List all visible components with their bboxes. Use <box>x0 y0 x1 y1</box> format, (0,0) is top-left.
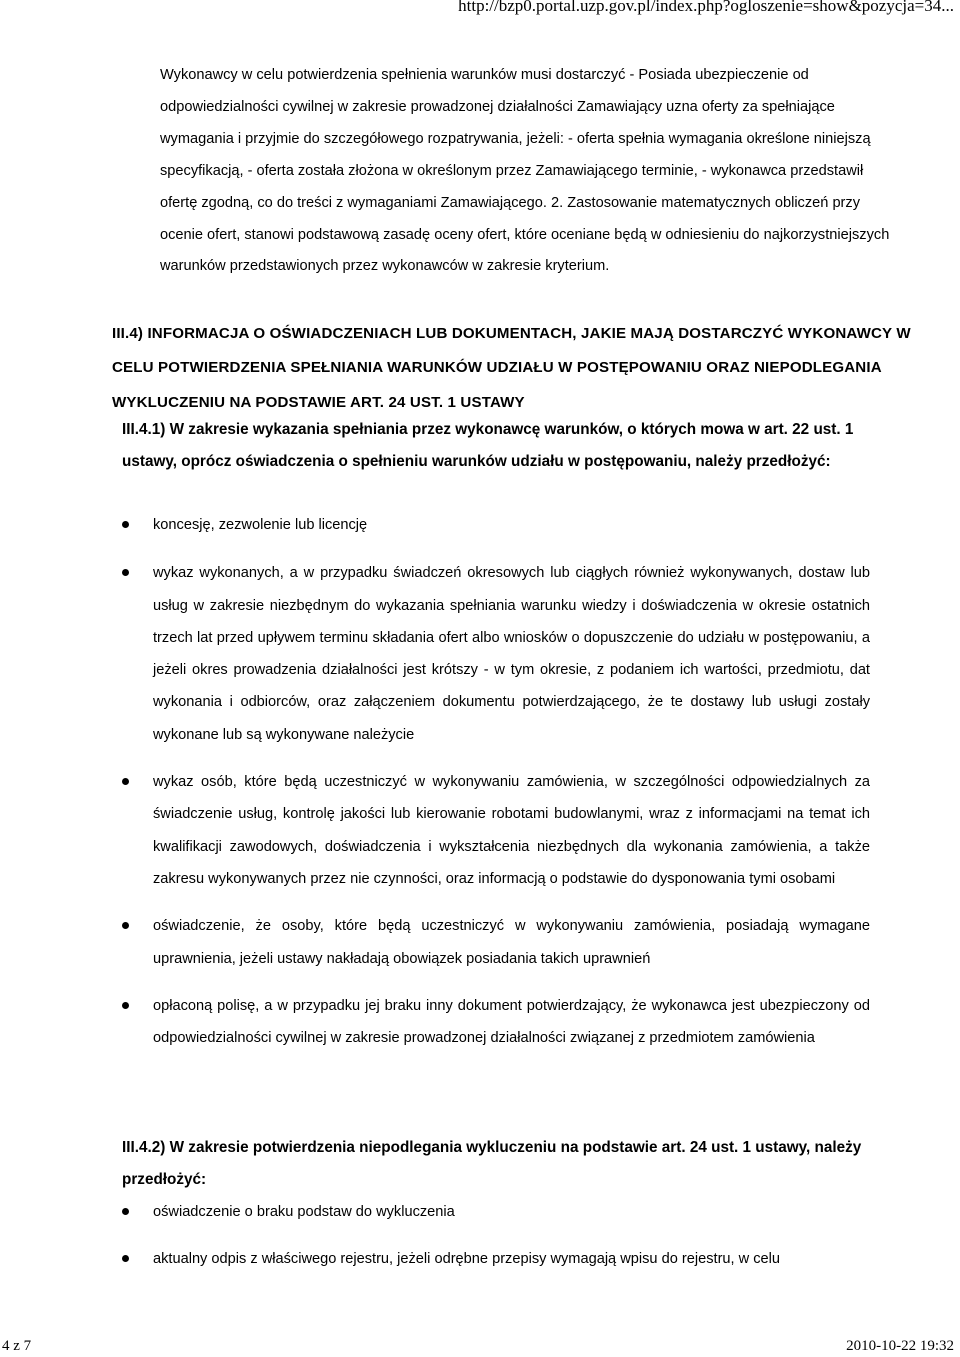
required-documents-list <box>122 509 870 1054</box>
bullet-icon <box>122 569 129 576</box>
exclusion-documents-list <box>122 1196 870 1276</box>
subsection-heading-2: III.4.2) W zakresie potwierdzenia niepodlegania wykluczeniu na podstawie art. 24 ust. 1 ustawy, należy przedłożyć: <box>122 1139 862 1188</box>
list-item: wykaz osób, które będą uczestniczyć w wykonywaniu zamówienia, w szczególności odpowiedzialnych za świadczenie usług, kontrolę jakości lub kierowanie robotami budowlanymi, wraz z informacjami na temat ich kwalifikacji zawodowych, doświadczenia i wykształcenia niezbędnych dla wykonania zamówienia, a także zakresu wykonywanych przez nie czynności, oraz informacją o podstawie do dysponowania tymi osobami <box>122 766 870 895</box>
bullet-icon <box>122 1208 129 1215</box>
bullet-icon <box>122 922 129 929</box>
intro-paragraph: Wykonawcy w celu potwierdzenia spełnienia warunków musi dostarczyć - Posiada ubezpieczenie od odpowiedzialności cywilnej w zakresie prowadzonej działalności Zamawiający uzna oferty za spełniające wymagania i przyjmie do szczegółowego rozpatrywania, jeżeli: - oferta spełnia wymagania określone niniejszą specyfikacją, - oferta została złożona w określonym przez Zamawiającego terminie, - wykonawca przedstawił ofertę zgodną, co do treści z wymaganiami Zamawiającego. 2. Zastosowanie matematycznych obliczeń przy ocenie ofert, stanowi podstawową zasadę oceny ofert, które oceniane będą w odniesieniu do najkorzystniejszych warunków przedstawionych przez wykonawców w zakresie kryterium. <box>160 67 890 275</box>
bullet-icon <box>122 778 129 785</box>
bullet-icon <box>122 1255 129 1262</box>
subsection-heading-1: III.4.1) W zakresie wykazania spełniania przez wykonawcę warunków, o których mowa w art. 22 ust. 1 ustawy, oprócz oświadczenia o spełnieniu warunków udziału w postępowaniu, należy przedłożyć: <box>122 421 854 470</box>
list-item: opłaconą polisę, a w przypadku jej braku inny dokument potwierdzający, że wykonawca jest ubezpieczony od odpowiedzialności cywilnej w zakresie prowadzonej działalności związanej z przedmiotem zamówienia <box>122 990 870 1055</box>
list-item: oświadczenie o braku podstaw do wykluczenia <box>122 1196 870 1228</box>
section-heading: III.4) INFORMACJA O OŚWIADCZENIACH LUB DOKUMENTACH, JAKIE MAJĄ DOSTARCZYĆ WYKONAWCY W CELU POTWIERDZENIA SPEŁNIANIA WARUNKÓW UDZIAŁU W POSTĘPOWANIU ORAZ NIEPODLEGANIA WYKLUCZENIU NA PODSTAWIE ART. 24 UST. 1 USTAWY <box>112 325 911 411</box>
bullet-icon <box>122 521 129 528</box>
list-item: aktualny odpis z właściwego rejestru, jeżeli odrębne przepisy wymagają wpisu do rejestru, w celu <box>122 1243 870 1275</box>
list-item: koncesję, zezwolenie lub licencję <box>122 509 870 541</box>
page-url-header: http://bzp0.portal.uzp.gov.pl/index.php?ogloszenie=show&pozycja=34... <box>458 0 954 15</box>
page-counter: 4 z 7 <box>2 1338 32 1354</box>
list-item: wykaz wykonanych, a w przypadku świadczeń okresowych lub ciągłych również wykonywanych, dostaw lub usług w zakresie niezbędnym do wykazania spełniania warunku wiedzy i doświadczenia w okresie ostatnich trzech lat przed upływem terminu składania ofert albo wniosków o dopuszczenie do udziału w postępowaniu, a jeżeli okres prowadzenia działalności jest krótszy - w tym okresie, z podaniem ich wartości, przedmiotu, dat wykonania i odbiorców, oraz załączeniem dokumentu potwierdzającego, że te dostawy lub usługi zostały wykonane lub są wykonywane należycie <box>122 557 870 751</box>
bullet-icon <box>122 1002 129 1009</box>
print-datetime: 2010-10-22 19:32 <box>846 1338 954 1354</box>
list-item: oświadczenie, że osoby, które będą uczestniczyć w wykonywaniu zamówienia, posiadają wymagane uprawnienia, jeżeli ustawy nakładają obowiązek posiadania takich uprawnień <box>122 910 870 975</box>
